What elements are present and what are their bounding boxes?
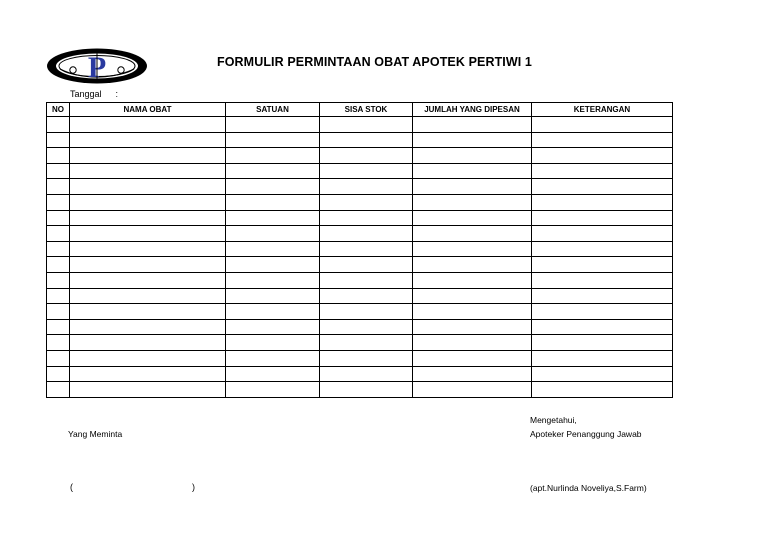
table-cell[interactable] — [70, 304, 226, 320]
table-cell[interactable] — [47, 288, 70, 304]
table-cell[interactable] — [413, 304, 532, 320]
table-row — [47, 148, 673, 164]
header-satuan: SATUAN — [226, 103, 320, 117]
table-row — [47, 350, 673, 366]
table-cell[interactable] — [413, 319, 532, 335]
table-cell[interactable] — [47, 117, 70, 133]
table-cell[interactable] — [226, 382, 320, 398]
table-cell[interactable] — [226, 350, 320, 366]
header-no: NO — [47, 103, 70, 117]
table-cell[interactable] — [47, 350, 70, 366]
table-cell[interactable] — [47, 304, 70, 320]
table-cell[interactable] — [413, 132, 532, 148]
table-cell[interactable] — [226, 304, 320, 320]
table-cell[interactable] — [226, 132, 320, 148]
acknowledge-label: Mengetahui, — [530, 415, 577, 425]
table-cell[interactable] — [226, 319, 320, 335]
table-cell[interactable] — [532, 241, 673, 257]
requester-label: Yang Meminta — [68, 429, 123, 439]
table-cell[interactable] — [320, 148, 413, 164]
table-cell[interactable] — [226, 241, 320, 257]
table-cell[interactable] — [532, 257, 673, 273]
table-cell[interactable] — [226, 288, 320, 304]
table-row — [47, 210, 673, 226]
table-cell[interactable] — [532, 288, 673, 304]
table-cell[interactable] — [226, 117, 320, 133]
table-cell[interactable] — [70, 179, 226, 195]
table-cell[interactable] — [320, 132, 413, 148]
requester-paren-close: ) — [192, 482, 195, 492]
header-keterangan: KETERANGAN — [532, 103, 673, 117]
table-cell[interactable] — [532, 382, 673, 398]
table-cell[interactable] — [532, 272, 673, 288]
table-cell[interactable] — [70, 335, 226, 351]
table-cell[interactable] — [413, 257, 532, 273]
table-cell[interactable] — [70, 148, 226, 164]
table-row — [47, 163, 673, 179]
table-cell[interactable] — [47, 194, 70, 210]
table-cell[interactable] — [413, 226, 532, 242]
table-cell[interactable] — [320, 210, 413, 226]
table-cell[interactable] — [47, 241, 70, 257]
table-cell[interactable] — [320, 335, 413, 351]
table-cell[interactable] — [47, 272, 70, 288]
table-cell[interactable] — [47, 257, 70, 273]
table-cell[interactable] — [47, 382, 70, 398]
table-row — [47, 132, 673, 148]
drug-request-table — [46, 102, 673, 398]
table-row — [47, 272, 673, 288]
table-row — [47, 382, 673, 398]
table-cell[interactable] — [70, 350, 226, 366]
table-cell[interactable] — [226, 163, 320, 179]
table-cell[interactable] — [320, 304, 413, 320]
date-label: Tanggal — [70, 89, 102, 99]
header-jumlah-dipesan: JUMLAH YANG DIPESAN — [413, 103, 532, 117]
table-cell[interactable] — [226, 366, 320, 382]
form-title: FORMULIR PERMINTAAN OBAT APOTEK PERTIWI 1 — [217, 55, 532, 69]
table-cell[interactable] — [226, 226, 320, 242]
table-cell[interactable] — [320, 226, 413, 242]
table-cell[interactable] — [413, 288, 532, 304]
table-cell[interactable] — [320, 272, 413, 288]
table-cell[interactable] — [47, 210, 70, 226]
table-cell[interactable] — [413, 382, 532, 398]
table-cell[interactable] — [532, 319, 673, 335]
table-cell[interactable] — [70, 132, 226, 148]
table-cell[interactable] — [70, 194, 226, 210]
table-row — [47, 288, 673, 304]
table-cell[interactable] — [320, 382, 413, 398]
table-cell[interactable] — [226, 194, 320, 210]
table-cell[interactable] — [70, 163, 226, 179]
table-cell[interactable] — [413, 194, 532, 210]
table-cell[interactable] — [532, 350, 673, 366]
table-cell[interactable] — [70, 366, 226, 382]
pharmacist-role: Apoteker Penanggung Jawab — [530, 429, 642, 439]
table-cell[interactable] — [413, 350, 532, 366]
table-cell[interactable] — [320, 163, 413, 179]
table-cell[interactable] — [70, 117, 226, 133]
table-cell[interactable] — [532, 132, 673, 148]
table-cell[interactable] — [532, 179, 673, 195]
pharmacist-name: (apt.Nurlinda Noveliya,S.Farm) — [530, 483, 647, 493]
table-cell[interactable] — [47, 132, 70, 148]
table-header-row — [47, 103, 673, 117]
table-cell[interactable] — [47, 163, 70, 179]
table-cell[interactable] — [70, 382, 226, 398]
table-cell[interactable] — [413, 210, 532, 226]
table-row — [47, 117, 673, 133]
table-cell[interactable] — [70, 272, 226, 288]
table-cell[interactable] — [413, 335, 532, 351]
header-nama-obat: NAMA OBAT — [70, 103, 226, 117]
table-cell[interactable] — [47, 179, 70, 195]
table-cell[interactable] — [226, 179, 320, 195]
table-cell[interactable] — [47, 148, 70, 164]
table-cell[interactable] — [47, 319, 70, 335]
table-cell[interactable] — [413, 366, 532, 382]
table-row — [47, 304, 673, 320]
table-cell[interactable] — [413, 241, 532, 257]
table-cell[interactable] — [47, 366, 70, 382]
table-cell[interactable] — [413, 272, 532, 288]
table-cell[interactable] — [70, 226, 226, 242]
table-cell[interactable] — [226, 148, 320, 164]
table-cell[interactable] — [532, 226, 673, 242]
table-row — [47, 366, 673, 382]
table-cell[interactable] — [532, 335, 673, 351]
table-cell[interactable] — [532, 304, 673, 320]
table-cell[interactable] — [532, 210, 673, 226]
table-cell[interactable] — [320, 241, 413, 257]
table-cell[interactable] — [320, 366, 413, 382]
table-cell[interactable] — [226, 335, 320, 351]
table-cell[interactable] — [413, 117, 532, 133]
table-cell[interactable] — [226, 210, 320, 226]
table-body — [47, 117, 673, 398]
table-cell[interactable] — [320, 288, 413, 304]
logo-letter: P — [87, 51, 107, 84]
table-cell[interactable] — [70, 257, 226, 273]
table-row — [47, 335, 673, 351]
table-cell[interactable] — [532, 163, 673, 179]
table-row — [47, 257, 673, 273]
table-cell[interactable] — [47, 335, 70, 351]
table-cell[interactable] — [320, 350, 413, 366]
table-cell[interactable] — [532, 366, 673, 382]
requester-paren-open: ( — [70, 482, 73, 492]
table-cell[interactable] — [532, 194, 673, 210]
apotek-logo — [46, 47, 148, 85]
table-cell[interactable] — [320, 319, 413, 335]
table-cell[interactable] — [70, 319, 226, 335]
table-cell[interactable] — [47, 226, 70, 242]
date-colon: : — [115, 89, 119, 99]
table-cell[interactable] — [320, 179, 413, 195]
table-cell[interactable] — [532, 117, 673, 133]
table-cell[interactable] — [70, 241, 226, 257]
table-row — [47, 226, 673, 242]
table-cell[interactable] — [70, 210, 226, 226]
table-cell[interactable] — [320, 194, 413, 210]
table-cell[interactable] — [226, 272, 320, 288]
table-cell[interactable] — [413, 163, 532, 179]
table-row — [47, 241, 673, 257]
table-row — [47, 179, 673, 195]
table-row — [47, 319, 673, 335]
table-cell[interactable] — [70, 288, 226, 304]
table-cell[interactable] — [413, 148, 532, 164]
table-cell[interactable] — [320, 257, 413, 273]
date-field — [70, 89, 118, 99]
table-cell[interactable] — [532, 148, 673, 164]
table-row — [47, 194, 673, 210]
table-cell[interactable] — [226, 257, 320, 273]
table-cell[interactable] — [320, 117, 413, 133]
table-cell[interactable] — [413, 179, 532, 195]
header-sisa-stok: SISA STOK — [320, 103, 413, 117]
